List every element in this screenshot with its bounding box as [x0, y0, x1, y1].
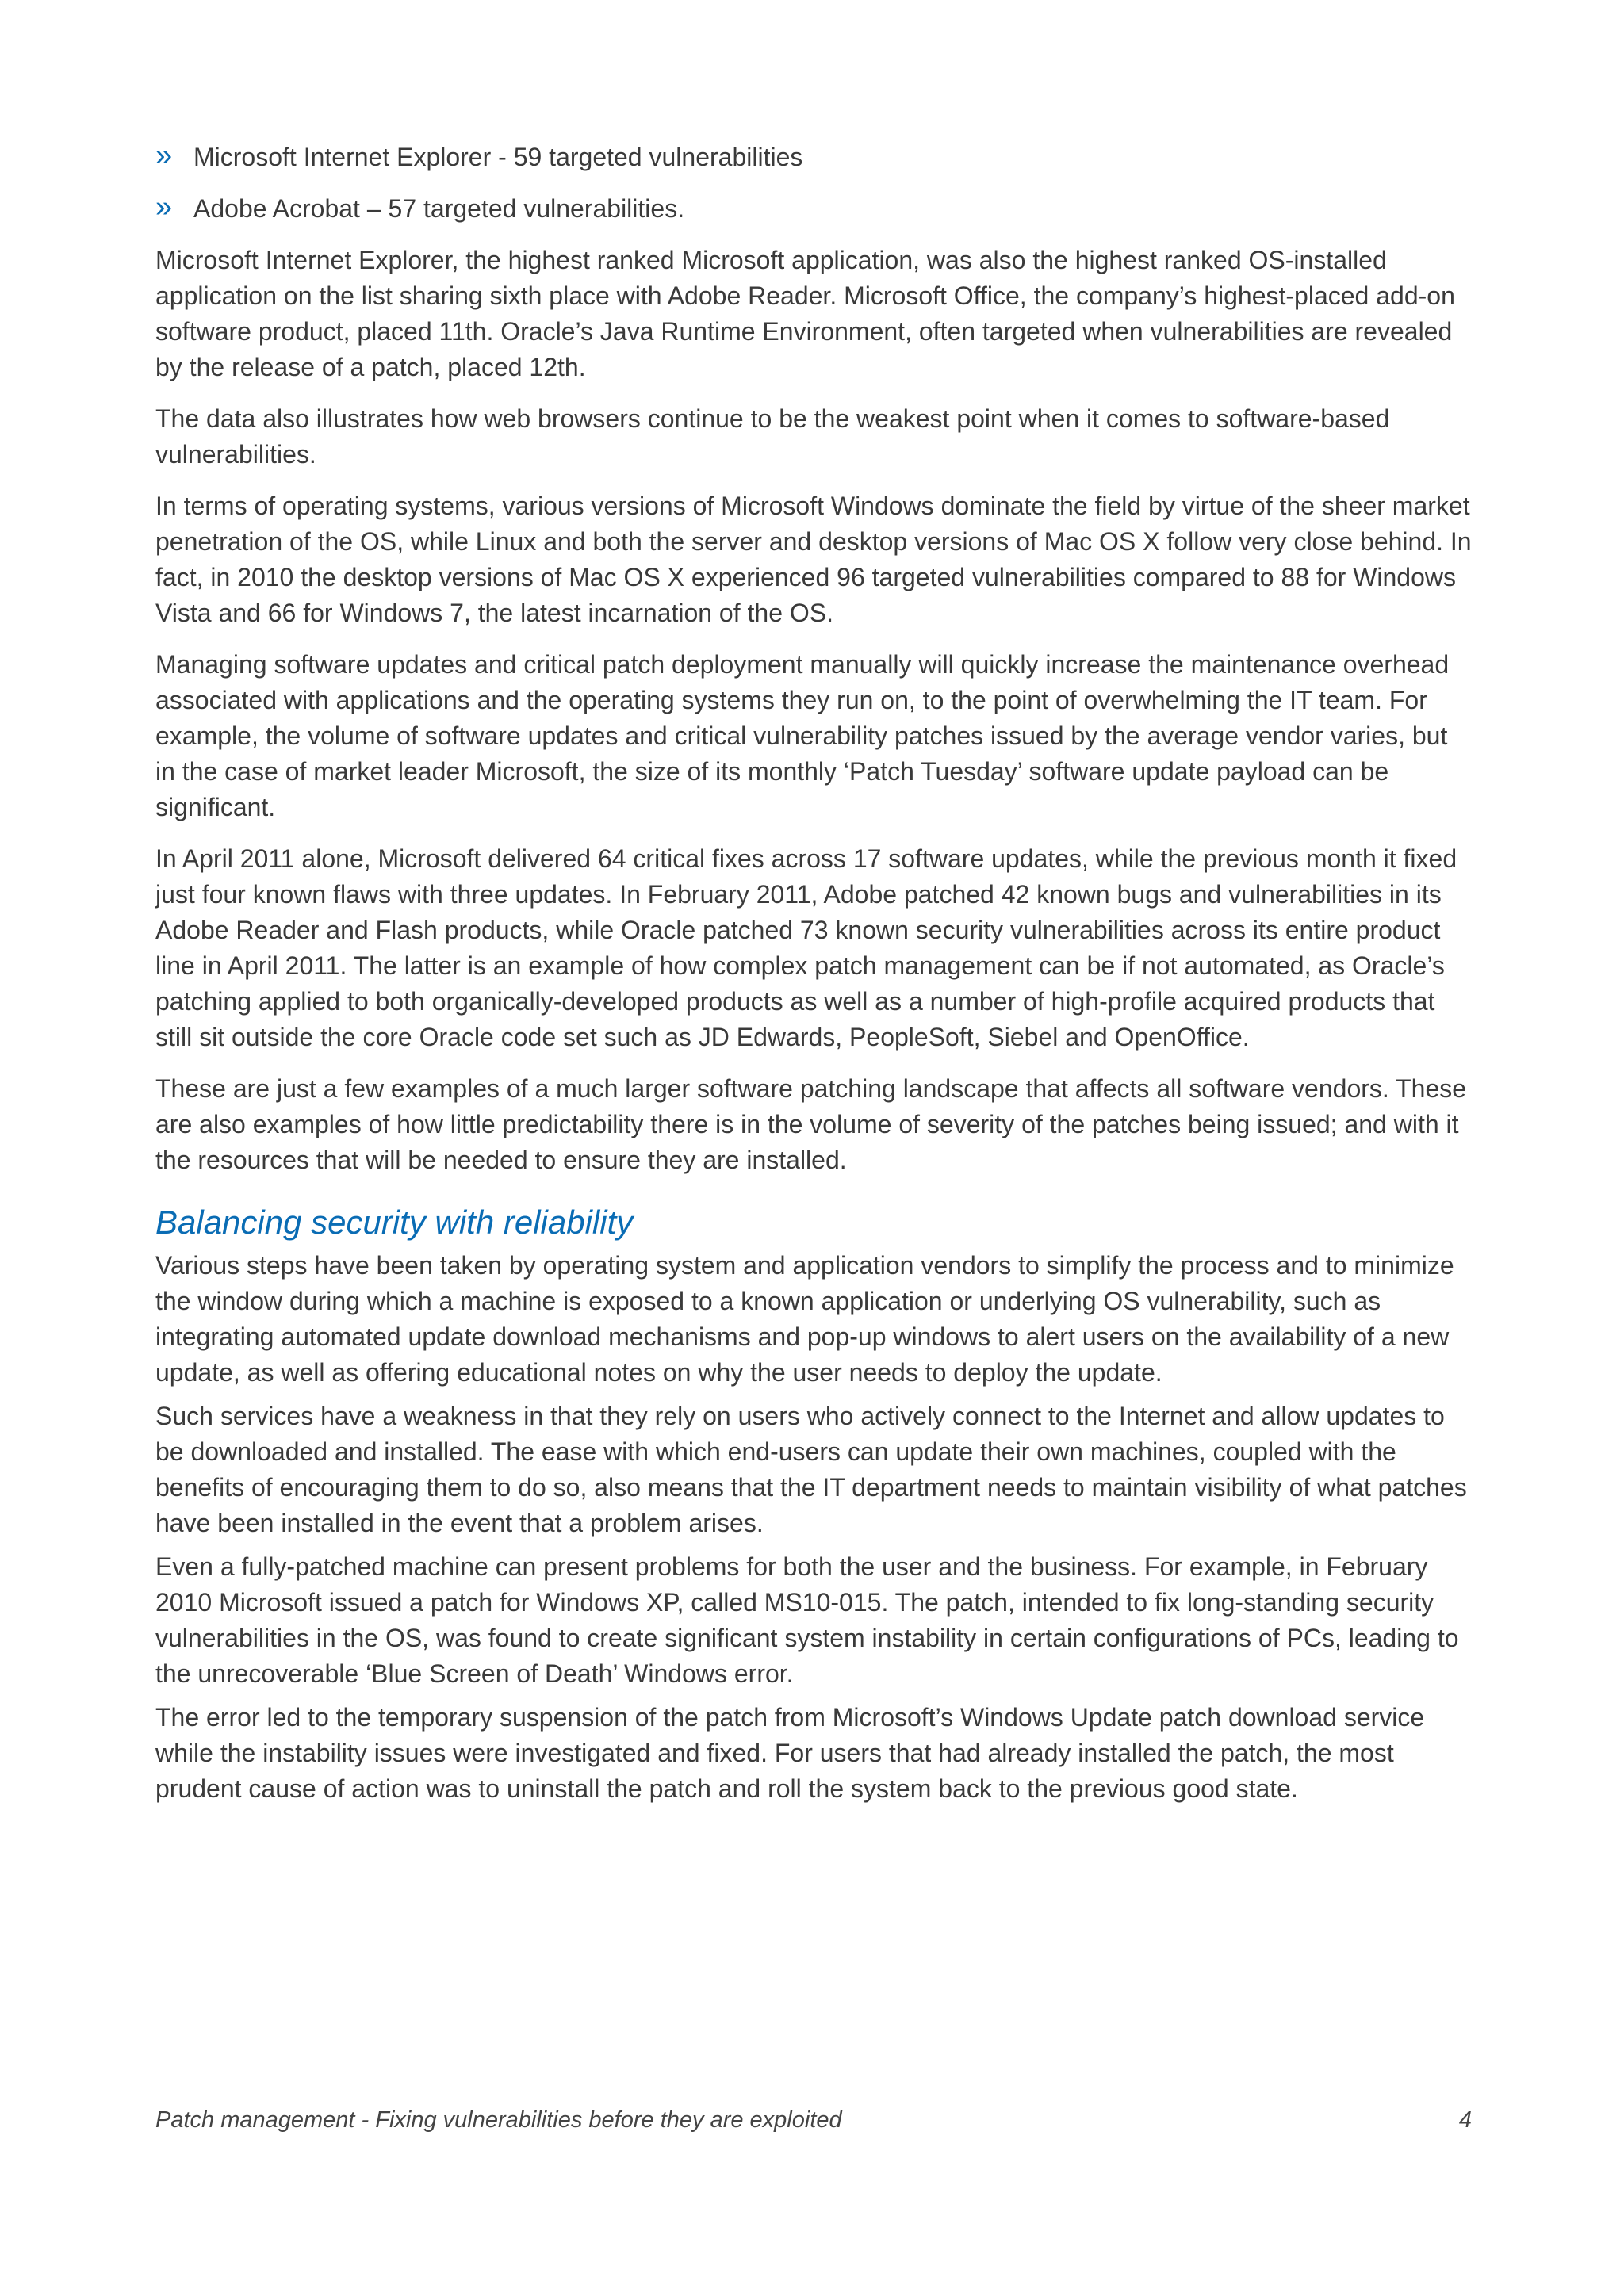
list-item-text: Microsoft Internet Explorer - 59 targeted vulnerabilities [193, 143, 803, 171]
footer-title: Patch management - Fixing vulnerabilities before they are exploited [155, 2107, 842, 2133]
document-page [155, 140, 1472, 1815]
paragraph: The data also illustrates how web browsers continue to be the weakest point when it comes to software-based vulnerabilities. [155, 404, 1390, 469]
paragraph: These are just a few examples of a much larger software patching landscape that affects all software vendors. These are also examples of how little predictability there is in the volume of severity of the patches being issued; and with it the resources that will be needed to ensure they are installed. [155, 1074, 1467, 1174]
paragraph: Managing software updates and critical patch deployment manually will quickly increase the maintenance overhead associated with applications and the operating systems they run on, to the point of overwhelming the IT team. For example, the volume of software updates and critical vulnerability patches issued by the average vendor varies, but in the case of market leader Microsoft, the size of its monthly ‘Patch Tuesday’ software update payload can be significant. [155, 650, 1450, 821]
list-item [155, 140, 1472, 175]
page-number: 4 [1458, 2107, 1472, 2133]
paragraph: The error led to the temporary suspension of the patch from Microsoft’s Windows Update patch download service while the instability issues were investigated and fixed. For users that had already installed the patch, the most prudent cause of action was to uninstall the patch and roll the system back to the previous good state. [155, 1703, 1425, 1803]
chevron-right-icon: » [155, 139, 173, 172]
list-item [155, 191, 1472, 227]
page-footer [155, 2104, 1472, 2136]
section-balancing-security [155, 1200, 1472, 1807]
paragraph: Various steps have been taken by operating system and application vendors to simplify the process and to minimize the window during which a machine is exposed to a known application or underlying OS vulnerability, such as integrating automated update download mechanisms and pop-up windows to alert users on the availability of a new update, as well as offering educational notes on why the user needs to deploy the update. [155, 1251, 1454, 1387]
section-heading: Balancing security with reliability [155, 1203, 634, 1241]
paragraph: Such services have a weakness in that they rely on users who actively connect to the Internet and allow updates to be downloaded and installed. The ease with which end-users can update their own machines, coupled with the benefits of encouraging them to do so, also means that the IT department needs to maintain visibility of what patches have been installed in the event that a problem arises. [155, 1402, 1467, 1537]
list-item-text: Adobe Acrobat – 57 targeted vulnerabilities. [193, 194, 685, 223]
paragraph: In terms of operating systems, various versions of Microsoft Windows dominate the field by virtue of the sheer market penetration of the OS, while Linux and both the server and desktop versions of Mac OS X follow very close behind. In fact, in 2010 the desktop versions of Mac OS X experienced 96 targeted vulnerabilities compared to 88 for Windows Vista and 66 for Windows 7, the latest incarnation of the OS. [155, 492, 1472, 627]
chevron-right-icon: » [155, 190, 173, 224]
paragraph: Even a fully-patched machine can present problems for both the user and the business. For example, in February 2010 Microsoft issued a patch for Windows XP, called MS10-015. The patch, intended to fix long-standing security vulnerabilities in the OS, was found to create significant system instability in certain configurations of PCs, leading to the unrecoverable ‘Blue Screen of Death’ Windows error. [155, 1552, 1459, 1688]
paragraph: Microsoft Internet Explorer, the highest ranked Microsoft application, was also the highest ranked OS-installed application on the list sharing sixth place with Adobe Reader. Microsoft Office, the company’s highest-placed add-on software product, placed 11th. Oracle’s Java Runtime Environment, often targeted when vulnerabilities are revealed by the release of a patch, placed 12th. [155, 246, 1455, 381]
bullet-list [155, 140, 1472, 227]
paragraph: In April 2011 alone, Microsoft delivered 64 critical fixes across 17 software updates, while the previous month it fixed just four known flaws with three updates. In February 2011, Adobe patched 42 known bugs and vulnerabilities in its Adobe Reader and Flash products, while Oracle patched 73 known security vulnerabilities across its entire product line in April 2011. The latter is an example of how complex patch management can be if not automated, as Oracle’s patching applied to both organically-developed products as well as a number of high-profile acquired products that still sit outside the core Oracle code set such as JD Edwards, PeopleSoft, Siebel and OpenOffice. [155, 844, 1457, 1051]
